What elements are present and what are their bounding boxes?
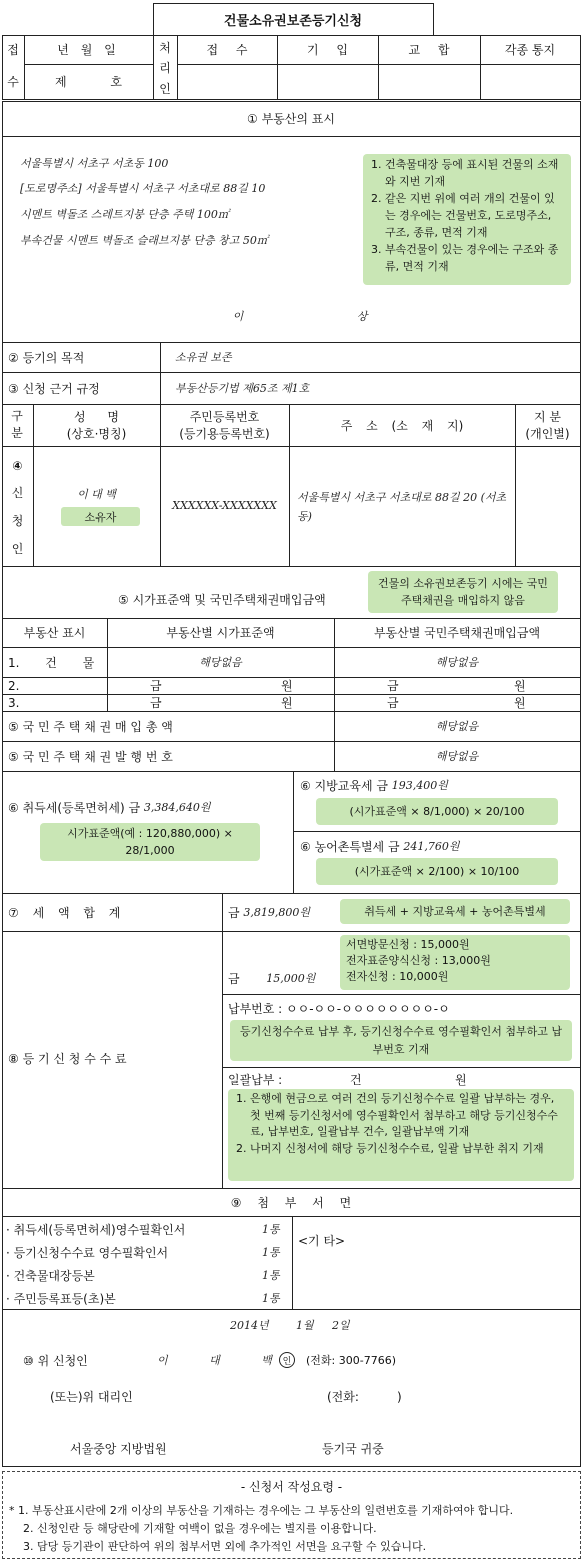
payment-number-note: 등기신청수수료 납부 후, 등기신청수수료 영수필확인서 첨부하고 납부번호 기재 xyxy=(230,1020,572,1061)
fee-amount: 금 15,000원 xyxy=(228,971,316,986)
applicant-signature-label: ⑩ 위 신청인 xyxy=(23,1353,88,1368)
section5-header-bond: 부동산별 국민주택채권매입금액 xyxy=(373,626,541,640)
attachment-2-count: 1통 xyxy=(262,1246,280,1259)
receipt-label-su: 수 xyxy=(7,75,19,89)
receipt-date-label: 년 월 일 xyxy=(57,43,120,57)
guide-item-3: 3. 담당 등기관이 판단하여 위의 첨부서면 외에 추가적인 서면을 요구할 수 있습니다. xyxy=(23,1539,427,1553)
receipt-col-giip: 기 입 xyxy=(307,43,348,57)
property-line-3: 시멘트 벽돌조 스레트지붕 단층 주택 100㎡ xyxy=(20,208,229,221)
section5-row2-bond-a: 금 xyxy=(387,679,399,693)
section5-row2-no: 2. xyxy=(8,678,20,693)
section1-note xyxy=(363,154,571,285)
bulk-payment-note xyxy=(228,1089,574,1181)
form-title: 건물소유권보존등기신청 xyxy=(223,13,363,29)
rural-tax-note: (시가표준액 × 2/100) × 10/100 xyxy=(316,858,558,885)
applicant-header-share: 지 분 (개인별) xyxy=(525,410,570,441)
seal-mark: 인 xyxy=(279,1352,295,1368)
bulk-payment-amount-unit: 원 xyxy=(455,1072,467,1087)
section5-row3-bond-a: 금 xyxy=(387,696,399,710)
legal-basis: 부동산등기법 제65조 제1호 xyxy=(175,382,310,395)
date-month: 1월 xyxy=(296,1319,314,1332)
applicant-role-badge: 소유자 xyxy=(61,507,140,526)
section2-label: ② 등기의 목적 xyxy=(8,350,85,365)
rural-tax-value: 241,760원 xyxy=(403,840,460,853)
bond-total-label: ⑤ 국 민 주 택 채 권 매 입 총 액 xyxy=(8,719,173,734)
fee-methods-note: 서면방문신청 : 15,000원 전자표준양식신청 : 13,000원 전자신청 : 10,000원 xyxy=(340,935,570,990)
section5-row3-price-a: 금 xyxy=(150,696,162,710)
property-line-2: [도로명주소] 서울특별시 서초구 서초대로 88길 10 xyxy=(20,182,266,195)
section5-row2-price-a: 금 xyxy=(150,679,162,693)
applicant-signature-name: 이 대 백 xyxy=(157,1354,272,1367)
section5-header-price: 부동산별 시가표준액 xyxy=(166,626,275,640)
section5-row3-no: 3. xyxy=(8,695,20,710)
section9-title: ⑨ 첨 부 서 면 xyxy=(230,1195,352,1210)
applicant-id-number: XXXXXX-XXXXXXX xyxy=(172,498,277,512)
section5-header-property: 부동산 표시 xyxy=(23,626,86,640)
attachment-3-count: 1통 xyxy=(262,1269,280,1282)
bulk-payment-count-unit: 건 xyxy=(350,1072,362,1087)
tax-total-label: ⑦ 세 액 합 계 xyxy=(8,905,121,920)
section1-title: ① 부동산의 표시 xyxy=(247,112,335,126)
attachment-3-name: · 건축물대장등본 xyxy=(6,1268,95,1283)
applicant-name: 이 대 백 xyxy=(77,488,116,501)
fee-value: 15,000원 xyxy=(266,972,316,985)
education-tax-value: 193,400원 xyxy=(391,779,448,792)
bond-issue-label: ⑤ 국 민 주 택 채 권 발 행 번 호 xyxy=(8,749,173,764)
receipt-col-notice: 각종 통지 xyxy=(504,43,556,57)
attachment-other: <기 타> xyxy=(298,1233,346,1248)
attachment-4-name: · 주민등록표등(초)본 xyxy=(6,1291,116,1306)
applicant-address: 서울특별시 서초구 서초대로 88길 20 (서초동) xyxy=(297,491,507,523)
guide-box xyxy=(2,1471,581,1559)
section5-row1-price: 해당없음 xyxy=(199,656,242,669)
agent-label: (또는)위 대리인 xyxy=(50,1389,133,1404)
property-line-1: 서울특별시 서초구 서초동 100 xyxy=(20,157,169,170)
attachment-1-count: 1통 xyxy=(262,1223,280,1236)
education-tax-note: (시가표준액 × 8/1,000) × 20/100 xyxy=(316,798,558,825)
receipt-label-jeop: 접 xyxy=(7,43,19,57)
education-tax-label: ⑥ 지방교육세 금 193,400원 xyxy=(300,778,448,793)
section5-note: 건물의 소유권보존등기 시에는 국민주택채권을 매입하지 않음 xyxy=(368,571,558,613)
section1-note-2: 2. 같은 지번 위에 여러 개의 건물이 있는 경우에는 건물번호, 도로명주소, 구조, 종류, 면적 기재 xyxy=(385,190,565,241)
acquisition-tax-note: 시가표준액(예 : 120,880,000) × 28/1,000 xyxy=(40,823,260,861)
processor-label: 처 리 인 xyxy=(159,40,171,97)
tax-total-note: 취득세 + 지방교육세 + 농어촌특별세 xyxy=(340,899,570,924)
bulk-payment-note-1: 1. 은행에 현금으로 여러 건의 등기신청수수료 일괄 납부하는 경우, 첫 번째 등기신청서에 영수필확인서 첨부하고 해당 등기신청수수료, 납부번호, 일괄납부 건수, 일괄납부액 기재 xyxy=(250,1091,568,1141)
section5-title: ⑤ 시가표준액 및 국민주택채권매입금액 xyxy=(118,592,326,607)
property-line-4: 부속건물 시멘트 벽돌조 슬래브지붕 단층 창고 50㎡ xyxy=(20,234,268,247)
payment-number: 납부번호 : ㅇㅇ-ㅇㅇ-ㅇㅇㅇㅇㅇㅇㅇㅇ-ㅇ xyxy=(228,1001,450,1016)
attachment-2-name: · 등기신청수수료 영수필확인서 xyxy=(6,1245,169,1260)
attachment-4-count: 1통 xyxy=(262,1292,280,1305)
applicant-phone: (전화: 300-7766) xyxy=(306,1354,396,1367)
section1-note-3: 3. 부속건물이 있는 경우에는 구조와 종류, 면적 기재 xyxy=(385,241,565,275)
applicant-header-idnum: 주민등록번호 (등기용등록번호) xyxy=(179,410,270,441)
property-end-mark: 이 상 xyxy=(232,310,368,323)
rural-tax-label: ⑥ 농어촌특별세 금 241,760원 xyxy=(300,839,460,854)
section4-label: ④ 신 청 인 xyxy=(11,459,24,556)
fee-label: ⑧ 등 기 신 청 수 수 료 xyxy=(8,1051,127,1066)
guide-title: - 신청서 작성요령 - xyxy=(240,1479,343,1494)
section5-row2-price-b: 원 xyxy=(281,679,293,693)
tax-total-amount: 금 3,819,800원 xyxy=(228,905,311,920)
section5-row3-price-b: 원 xyxy=(281,696,293,710)
section1-note-1: 1. 건축물대장 등에 표시된 건물의 소재와 지번 기재 xyxy=(385,156,565,190)
bond-issue-value: 해당없음 xyxy=(435,750,479,763)
attachment-1-name: · 취득세(등록면허세)영수필확인서 xyxy=(6,1222,186,1237)
bond-total-value: 해당없음 xyxy=(435,720,479,733)
receipt-col-gyohap: 교 합 xyxy=(408,43,450,57)
registration-purpose: 소유권 보존 xyxy=(175,351,232,364)
tax-total-value: 3,819,800원 xyxy=(243,906,311,919)
bulk-payment-label: 일괄납부 : xyxy=(228,1072,283,1087)
receipt-col-jeopsu: 접 수 xyxy=(206,43,248,57)
applicant-header-gubun: 구 분 xyxy=(11,409,23,440)
section3-label: ③ 신청 근거 규정 xyxy=(8,381,100,396)
section5-row1-no: 1. 건 물 xyxy=(8,655,95,670)
acquisition-tax-label: ⑥ 취득세(등록면허세) 금 3,384,640원 xyxy=(8,800,211,815)
applicant-header-name: 성 명 (상호·명칭) xyxy=(66,410,127,441)
guide-item-1: * 1. 부동산표시란에 2개 이상의 부동산을 기재하는 경우에는 그 부동산의 일련번호를 기재하여야 합니다. xyxy=(9,1503,514,1517)
acquisition-tax-value: 3,384,640원 xyxy=(143,801,211,814)
date-year: 2014년 xyxy=(230,1319,269,1332)
court-name: 서울중앙 지방법원 xyxy=(70,1441,167,1456)
receipt-number-label: 제 호 xyxy=(55,75,122,89)
agent-phone: (전화: ) xyxy=(327,1389,402,1404)
section5-row1-bond: 해당없음 xyxy=(435,656,479,669)
guide-item-2: 2. 신청인란 등 해당란에 기재할 여백이 없을 경우에는 별지를 이용합니다. xyxy=(23,1521,377,1535)
applicant-header-address: 주 소 (소 재 지) xyxy=(340,418,464,433)
date-day: 2일 xyxy=(332,1319,350,1332)
registry-office: 등기국 귀중 xyxy=(322,1441,384,1456)
section5-row2-bond-b: 원 xyxy=(514,679,526,693)
section5-row3-bond-b: 원 xyxy=(514,696,526,710)
bulk-payment-note-2: 2. 나머지 신청서에 해당 등기신청수수료, 일괄 납부한 취지 기재 xyxy=(250,1141,568,1158)
